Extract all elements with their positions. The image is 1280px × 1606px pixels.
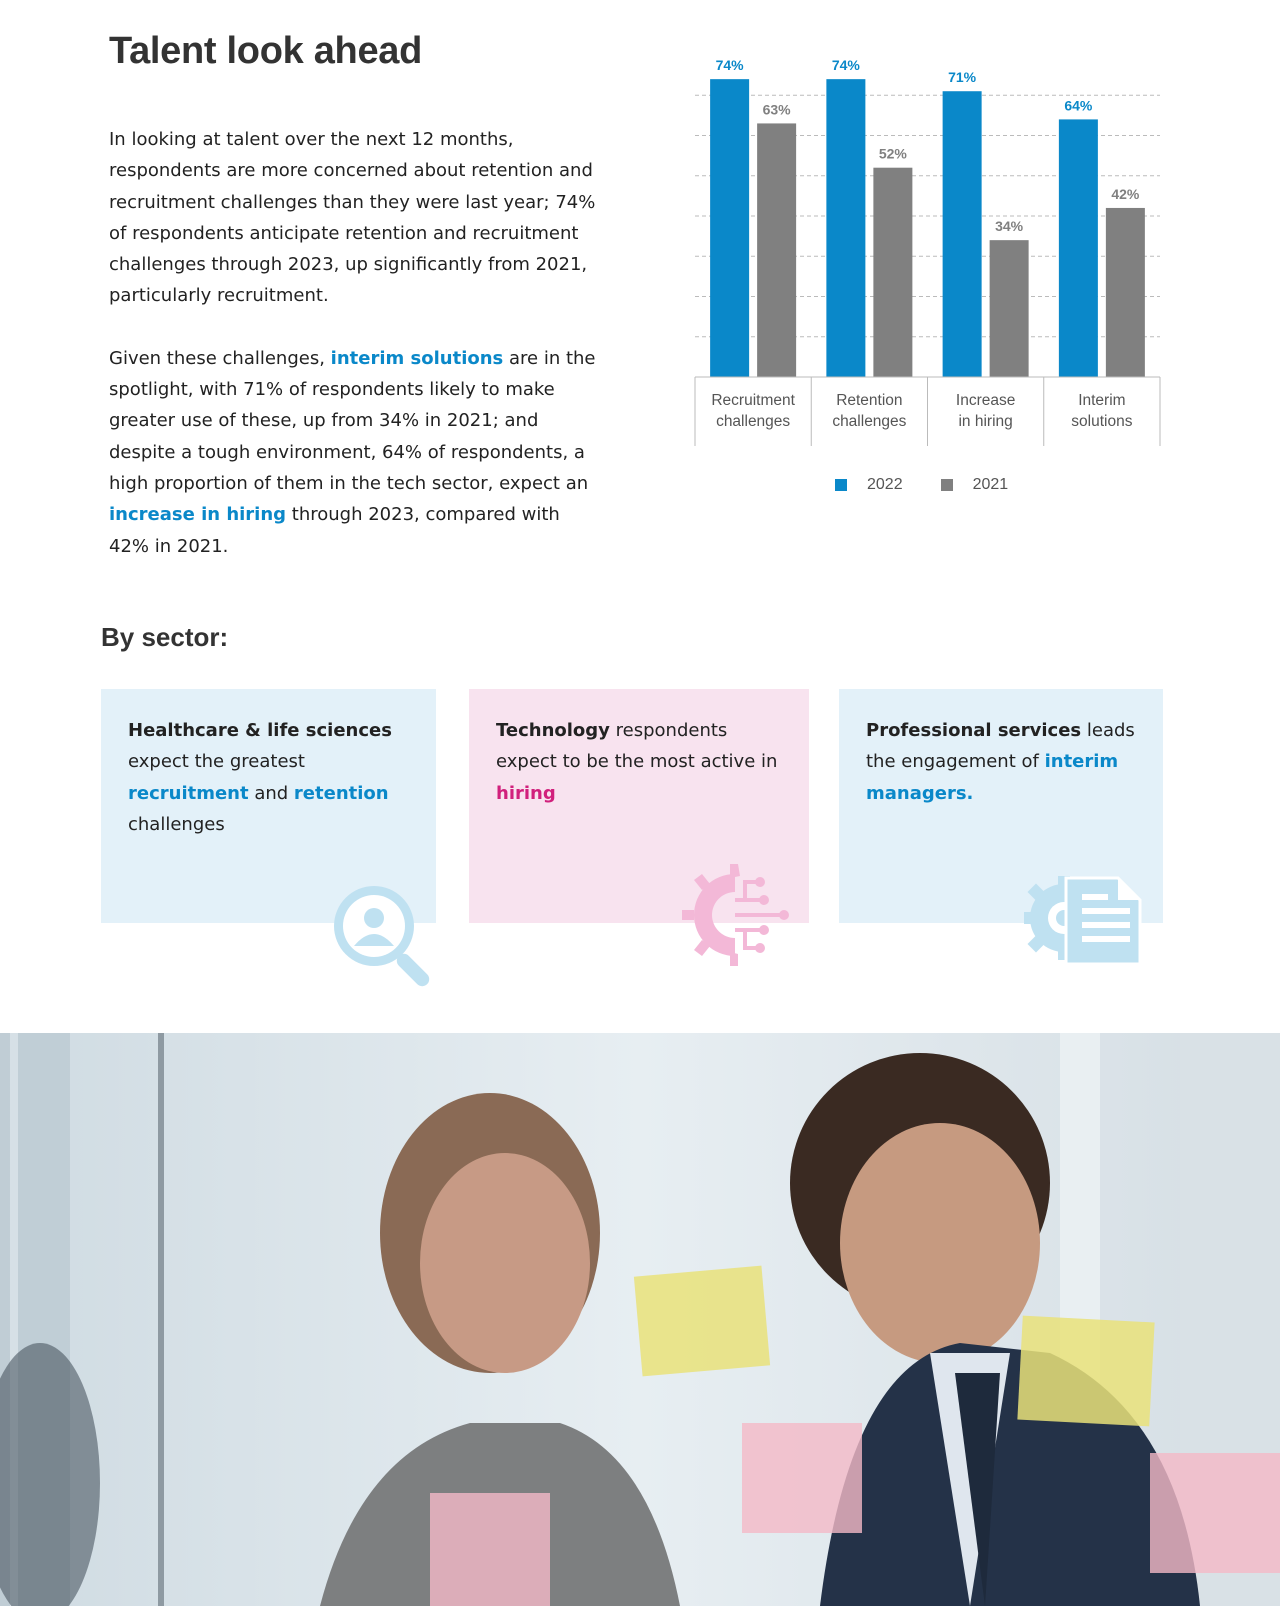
card-text: and bbox=[248, 782, 294, 804]
legend-swatch-2022 bbox=[835, 479, 847, 491]
intro-text-segment: are in the spotlight, with 71% of respondents likely to make greater use of these, up from 34% in 2021; and despite a tough environment, 64% of respondents, a high proportion of them in the tech sector, expect an bbox=[109, 347, 596, 494]
search-person-icon bbox=[328, 880, 440, 992]
bar-2021-1 bbox=[873, 168, 912, 377]
gear-circuit-icon bbox=[680, 860, 792, 970]
legend-item-2022 bbox=[835, 476, 903, 494]
intro-paragraph-2 bbox=[109, 343, 599, 562]
data-label: 42% bbox=[1111, 185, 1140, 202]
sector-heading: By sector: bbox=[101, 622, 229, 652]
category-label: Increase bbox=[955, 392, 1016, 409]
gear-document-icon bbox=[1022, 872, 1144, 966]
intro-text-segment: through 2023, compared with 42% in 2021. bbox=[109, 504, 560, 557]
category-label: solutions bbox=[1071, 413, 1133, 430]
interim-managers-highlight: interim managers. bbox=[866, 751, 1119, 804]
office-photo bbox=[0, 1033, 1280, 1606]
bar-2021-2 bbox=[990, 240, 1029, 377]
card-text: expect the greatest bbox=[128, 751, 305, 773]
office-photo-illustration bbox=[0, 1033, 1280, 1606]
chart-legend bbox=[835, 476, 1008, 494]
category-label: Recruitment bbox=[711, 392, 795, 409]
page-title: Talent look ahead bbox=[109, 30, 423, 72]
category-label: Retention bbox=[836, 392, 903, 409]
recruitment-highlight: recruitment bbox=[128, 782, 249, 804]
data-label: 64% bbox=[1064, 97, 1093, 114]
data-label: 34% bbox=[995, 218, 1024, 235]
data-label: 74% bbox=[831, 57, 860, 74]
hiring-highlight: hiring bbox=[496, 782, 556, 804]
card-text: leads the engagement of bbox=[866, 720, 1135, 773]
interim-solutions-highlight: interim solutions bbox=[330, 347, 504, 369]
bar-2022-0 bbox=[710, 79, 749, 377]
bar-2022-2 bbox=[943, 91, 982, 377]
card-text: respondents expect to be the most active in bbox=[496, 720, 778, 773]
bar-2021-0 bbox=[757, 123, 796, 377]
legend-label-2022: 2022 bbox=[867, 476, 903, 493]
card-heading: Technology bbox=[496, 720, 610, 741]
bar-2022-1 bbox=[826, 79, 865, 377]
category-label: in hiring bbox=[958, 413, 1013, 430]
card-heading: Professional services bbox=[866, 720, 1082, 741]
legend-item-2021 bbox=[941, 476, 1009, 494]
card-heading: Healthcare & life sciences bbox=[128, 720, 392, 741]
category-label: challenges bbox=[832, 413, 907, 430]
bar-2021-3 bbox=[1106, 208, 1145, 377]
category-label: challenges bbox=[716, 413, 791, 430]
legend-label-2021: 2021 bbox=[972, 476, 1009, 493]
retention-highlight: retention bbox=[293, 782, 389, 804]
bar-2022-3 bbox=[1059, 119, 1098, 377]
data-label: 74% bbox=[715, 57, 744, 74]
category-label: Interim bbox=[1078, 392, 1126, 409]
card-text: challenges bbox=[128, 813, 225, 835]
intro-text bbox=[109, 124, 599, 593]
data-label: 71% bbox=[948, 69, 977, 86]
intro-text-segment: Given these challenges, bbox=[109, 347, 331, 369]
data-label: 63% bbox=[762, 101, 791, 118]
legend-swatch-2021 bbox=[941, 479, 953, 491]
increase-in-hiring-highlight: increase in hiring bbox=[109, 504, 287, 526]
data-label: 52% bbox=[878, 145, 907, 162]
intro-paragraph-1: In looking at talent over the next 12 months, respondents are more concerned about retention and recruitment challenges than they were last year; 74% of respondents anticipate retention and recruitment challenges through 2023, up significantly from 2021, particularly recruitment. bbox=[109, 129, 596, 307]
bar-chart bbox=[690, 30, 1170, 450]
